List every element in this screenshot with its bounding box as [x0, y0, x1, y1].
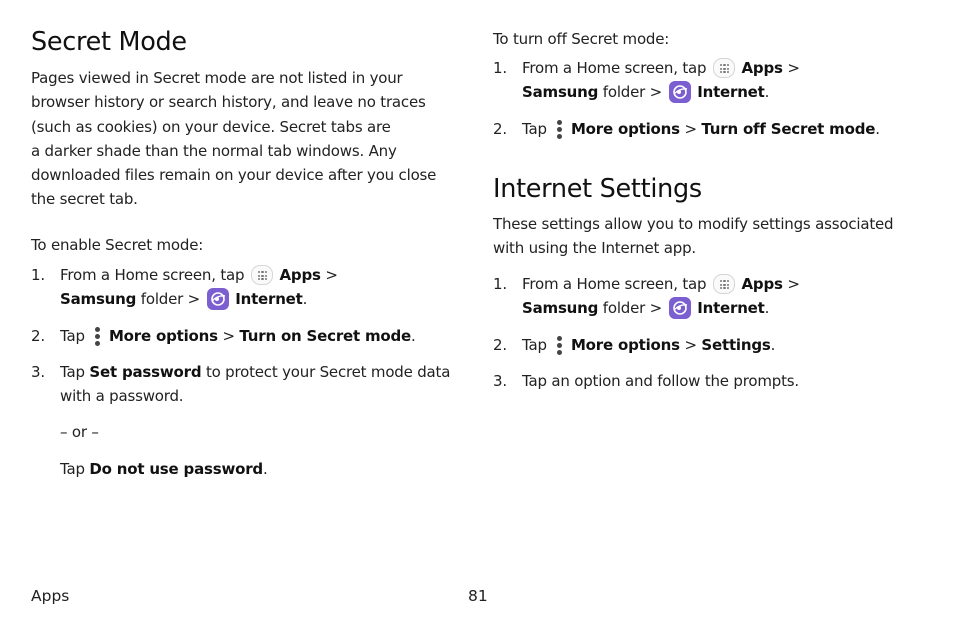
chevron-separator: > — [787, 59, 800, 77]
settings-label: Settings — [701, 336, 771, 354]
list-item — [31, 360, 500, 409]
step-number: 2. — [31, 327, 45, 345]
samsung-label: Samsung — [60, 290, 137, 309]
list-item — [493, 117, 952, 141]
period: . — [302, 290, 308, 309]
step-number: 1. — [31, 266, 45, 284]
samsung-label: Samsung — [522, 299, 599, 318]
step-number: 3. — [493, 372, 507, 390]
folder-text: folder > — [602, 299, 663, 318]
apps-label: Apps — [741, 59, 783, 77]
alt-step — [60, 457, 268, 481]
internet-settings-heading: Internet Settings — [493, 174, 702, 204]
list-item — [493, 333, 942, 357]
secret-mode-heading: Secret Mode — [31, 27, 187, 57]
apps-label: Apps — [741, 275, 783, 293]
period: . — [764, 83, 770, 102]
folder-text: folder > — [602, 83, 663, 102]
step-text: with a password. — [60, 387, 184, 406]
list-item — [493, 272, 942, 321]
step-text: Tap — [60, 363, 85, 381]
samsung-label: Samsung — [522, 83, 599, 102]
more-options-label: More options — [570, 120, 680, 138]
period: . — [875, 120, 880, 138]
samsung-internet-icon — [207, 288, 229, 310]
do-not-use-password-label: Do not use password — [89, 460, 263, 478]
samsung-internet-icon — [669, 297, 691, 319]
internet-settings-intro — [493, 212, 933, 261]
turn-on-secret-mode-label: Turn on Secret mode — [239, 327, 412, 345]
step-text: Tap — [522, 120, 547, 138]
chevron-separator: > — [325, 266, 338, 284]
step-number: 1. — [493, 59, 507, 77]
folder-text: folder > — [140, 290, 201, 309]
chevron-separator: > — [684, 336, 697, 354]
period: . — [770, 336, 776, 354]
step-text: Tap — [60, 460, 85, 478]
step-text: Tap — [60, 327, 85, 345]
step-text: to protect your Secret mode data — [205, 363, 451, 381]
list-item — [31, 324, 480, 348]
samsung-internet-icon — [669, 81, 691, 103]
apps-grid-icon — [713, 274, 735, 294]
intro-line: a darker shade than the normal tab windows. Any — [31, 141, 397, 160]
intro-line: with using the Internet app. — [493, 239, 696, 258]
disable-label: To turn off Secret mode: — [493, 30, 670, 48]
turn-off-secret-mode-label: Turn off Secret mode — [701, 120, 876, 138]
step-number: 1. — [493, 275, 507, 293]
internet-label: Internet — [697, 299, 765, 318]
chevron-separator: > — [787, 275, 800, 293]
chevron-separator: > — [684, 120, 697, 138]
enable-label: To enable Secret mode: — [31, 236, 204, 254]
period: . — [262, 460, 268, 478]
apps-label: Apps — [279, 266, 321, 284]
intro-line: downloaded files remain on your device after you close — [31, 166, 437, 185]
step-number: 2. — [493, 336, 507, 354]
list-item — [493, 369, 942, 393]
period: . — [411, 327, 416, 345]
secret-mode-intro — [31, 66, 471, 212]
more-options-label: More options — [570, 336, 680, 354]
set-password-label: Set password — [89, 363, 202, 381]
list-item — [493, 56, 942, 105]
step-text: Tap an option and follow the prompts. — [522, 372, 799, 390]
intro-line: (such as cookies) on your device. Secret tabs are — [31, 117, 391, 136]
intro-line: browser history or search history, and leave no traces — [31, 93, 426, 112]
intro-line: These settings allow you to modify settings associated — [493, 215, 894, 233]
more-options-icon — [556, 334, 564, 356]
list-item — [31, 263, 480, 312]
intro-line: the secret tab. — [31, 190, 138, 209]
step-number: 3. — [31, 363, 45, 381]
period: . — [764, 299, 770, 318]
more-options-label: More options — [108, 327, 218, 345]
intro-line: Pages viewed in Secret mode are not listed in your — [31, 69, 403, 87]
footer-section: Apps — [31, 587, 70, 605]
more-options-icon — [94, 325, 102, 347]
step-text: From a Home screen, tap — [522, 59, 707, 77]
internet-label: Internet — [235, 290, 303, 309]
internet-label: Internet — [697, 83, 765, 102]
apps-grid-icon — [251, 265, 273, 285]
apps-grid-icon — [713, 58, 735, 78]
step-text: Tap — [522, 336, 547, 354]
more-options-icon — [556, 118, 564, 140]
page-number: 81 — [468, 587, 488, 605]
step-text: From a Home screen, tap — [60, 266, 245, 284]
or-separator: – or – — [60, 423, 99, 441]
chevron-separator: > — [222, 327, 235, 345]
step-text: From a Home screen, tap — [522, 275, 707, 293]
step-number: 2. — [493, 120, 507, 138]
